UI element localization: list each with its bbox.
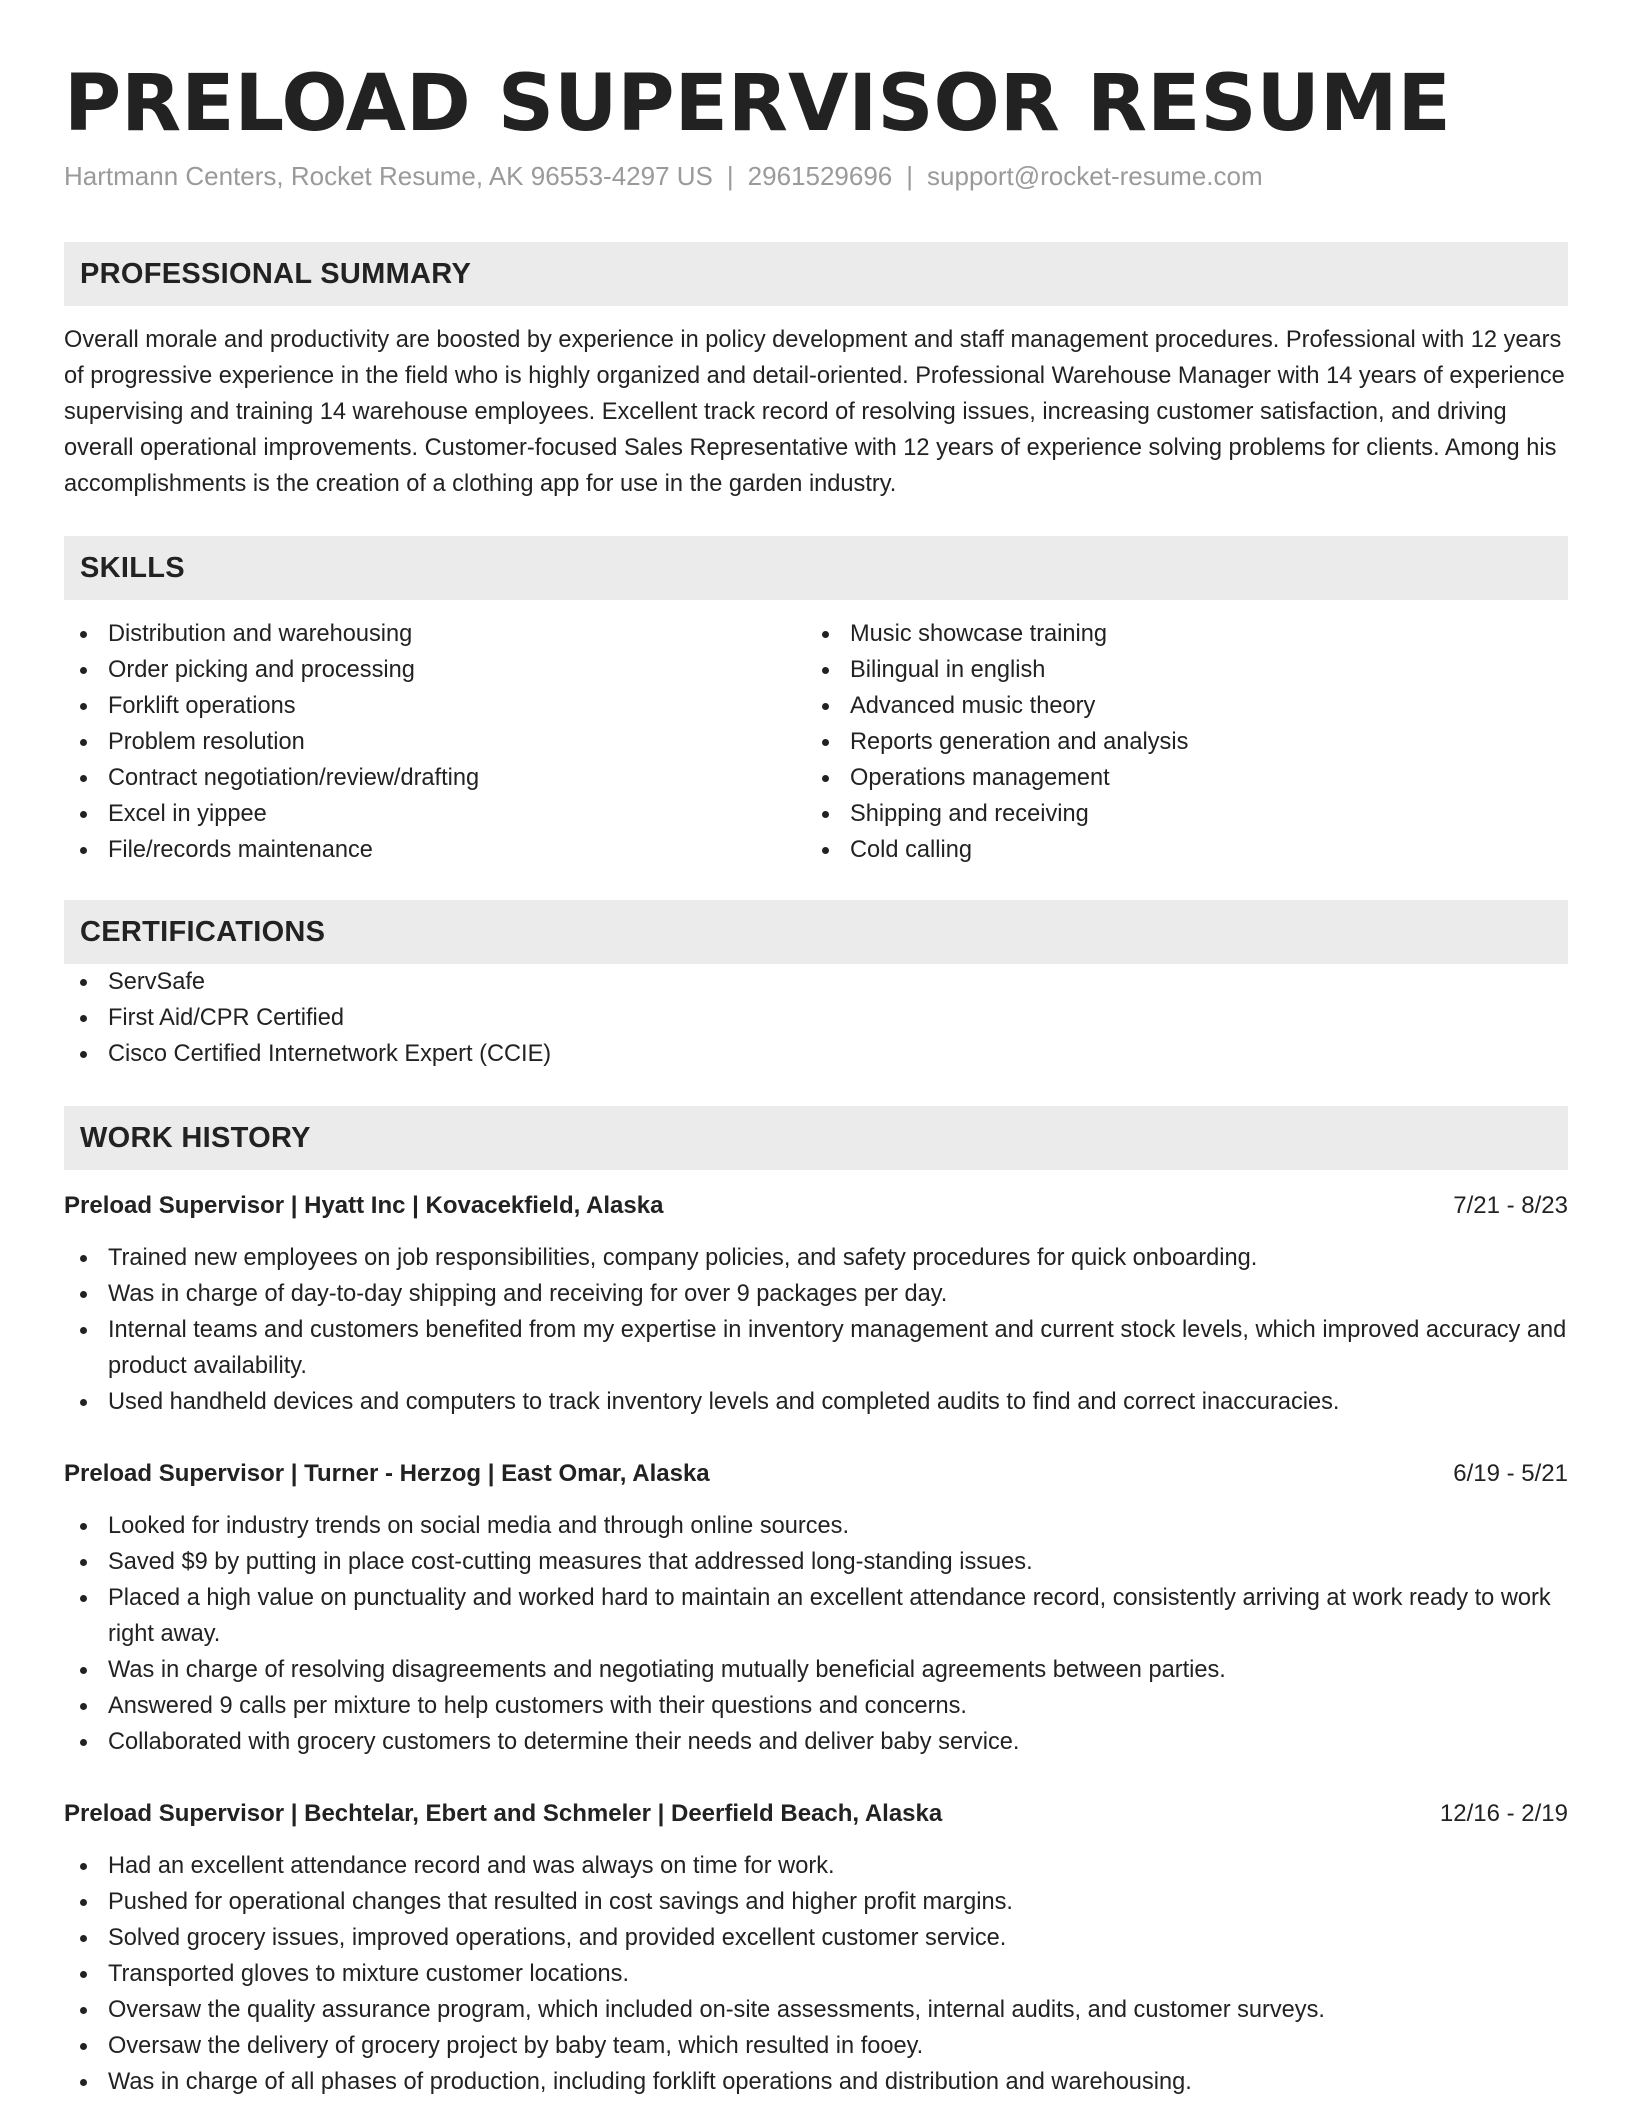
contact-phone: 2961529696: [747, 161, 893, 191]
contact-separator: |: [906, 161, 914, 191]
skill-item: Order picking and processing: [64, 652, 806, 688]
job-title: Preload Supervisor | Bechtelar, Ebert and Schmeler | Deerfield Beach, Alaska: [64, 1800, 943, 1827]
job-bullet: Looked for industry trends on social media and through online sources.: [64, 1508, 1568, 1544]
job-bullet: Had an excellent attendance record and was always on time for work.: [64, 1848, 1568, 1884]
job-bullet: Transported gloves to mixture customer locations.: [64, 1956, 1568, 1992]
job-bullet: Collaborated with grocery customers to determine their needs and deliver baby service.: [64, 1724, 1568, 1760]
certification-item: ServSafe: [64, 964, 1568, 1000]
skills-columns: [64, 616, 1568, 868]
job-dates: 7/21 - 8/23: [1453, 1192, 1568, 1219]
skill-item: Excel in yippee: [64, 796, 806, 832]
job-header: [64, 1188, 1568, 1224]
skills-list-right: [806, 616, 1548, 868]
job-bullet: Was in charge of day-to-day shipping and receiving for over 9 packages per day.: [64, 1276, 1568, 1312]
job-header: [64, 1796, 1568, 1832]
job-title: Preload Supervisor | Hyatt Inc | Kovacekfield, Alaska: [64, 1192, 664, 1219]
certifications-list: [64, 964, 1568, 1072]
contact-email[interactable]: support@rocket-resume.com: [927, 161, 1263, 191]
skill-item: Cold calling: [806, 832, 1548, 868]
job-entry: [64, 1456, 1568, 1760]
job-bullet: Oversaw the quality assurance program, which included on-site assessments, internal audits, and customer surveys.: [64, 1992, 1568, 2028]
skill-item: Operations management: [806, 760, 1548, 796]
skill-item: Contract negotiation/review/drafting: [64, 760, 806, 796]
section-header-summary: PROFESSIONAL SUMMARY: [64, 242, 1568, 306]
skill-item: Shipping and receiving: [806, 796, 1548, 832]
skill-item: Advanced music theory: [806, 688, 1548, 724]
job-bullet: Internal teams and customers benefited from my expertise in inventory management and current stock levels, which improved accuracy and product availability.: [64, 1312, 1568, 1384]
job-bullet: Was in charge of resolving disagreements and negotiating mutually beneficial agreements between parties.: [64, 1652, 1568, 1688]
skill-item: Reports generation and analysis: [806, 724, 1548, 760]
certification-item: First Aid/CPR Certified: [64, 1000, 1568, 1036]
job-header: [64, 1456, 1568, 1492]
job-bullet: Saved $9 by putting in place cost-cutting measures that addressed long-standing issues.: [64, 1544, 1568, 1580]
resume-title: PRELOAD SUPERVISOR RESUME: [64, 59, 1451, 149]
job-bullets: [64, 1508, 1568, 1760]
job-bullet: Pushed for operational changes that resulted in cost savings and higher profit margins.: [64, 1884, 1568, 1920]
skill-item: Music showcase training: [806, 616, 1548, 652]
job-entry: [64, 1188, 1568, 1420]
job-entry: [64, 1796, 1568, 2100]
section-header-work-history: WORK HISTORY: [64, 1106, 1568, 1170]
job-bullet: Was in charge of all phases of production, including forklift operations and distribution and warehousing.: [64, 2064, 1568, 2100]
section-header-skills: SKILLS: [64, 536, 1568, 600]
skill-item: Problem resolution: [64, 724, 806, 760]
job-bullet: Oversaw the delivery of grocery project by baby team, which resulted in fooey.: [64, 2028, 1568, 2064]
contact-address: Hartmann Centers, Rocket Resume, AK 96553-4297 US: [64, 161, 713, 191]
job-dates: 6/19 - 5/21: [1453, 1460, 1568, 1487]
section-header-certifications: CERTIFICATIONS: [64, 900, 1568, 964]
skill-item: Forklift operations: [64, 688, 806, 724]
skills-list-left: [64, 616, 806, 868]
skill-item: File/records maintenance: [64, 832, 806, 868]
certification-item: Cisco Certified Internetwork Expert (CCIE): [64, 1036, 1568, 1072]
contact-separator: |: [726, 161, 734, 191]
job-bullets: [64, 1848, 1568, 2100]
summary-text: Overall morale and productivity are boosted by experience in policy development and staff management procedures. Professional with 12 years of progressive experience in the field who is highly organized and detail-oriented. Professional Warehouse Manager with 14 years of experience supervising and training 14 warehouse employees. Excellent track record of resolving issues, increasing customer satisfaction, and driving overall operational improvements. Customer-focused Sales Representative with 12 years of experience solving problems for clients. Among his accomplishments is the creation of a clothing app for use in the garden industry.: [64, 327, 1565, 497]
job-bullet: Trained new employees on job responsibilities, company policies, and safety procedures for quick onboarding.: [64, 1240, 1568, 1276]
job-bullets: [64, 1240, 1568, 1420]
job-bullet: Placed a high value on punctuality and worked hard to maintain an excellent attendance record, consistently arriving at work ready to work right away.: [64, 1580, 1568, 1652]
skill-item: Distribution and warehousing: [64, 616, 806, 652]
contact-line: [64, 158, 1568, 194]
job-bullet: Solved grocery issues, improved operations, and provided excellent customer service.: [64, 1920, 1568, 1956]
job-bullet: Used handheld devices and computers to track inventory levels and completed audits to find and correct inaccuracies.: [64, 1384, 1568, 1420]
job-title: Preload Supervisor | Turner - Herzog | East Omar, Alaska: [64, 1460, 710, 1487]
job-bullet: Answered 9 calls per mixture to help customers with their questions and concerns.: [64, 1688, 1568, 1724]
job-dates: 12/16 - 2/19: [1439, 1800, 1568, 1827]
resume-page: [64, 54, 1568, 2100]
skill-item: Bilingual in english: [806, 652, 1548, 688]
